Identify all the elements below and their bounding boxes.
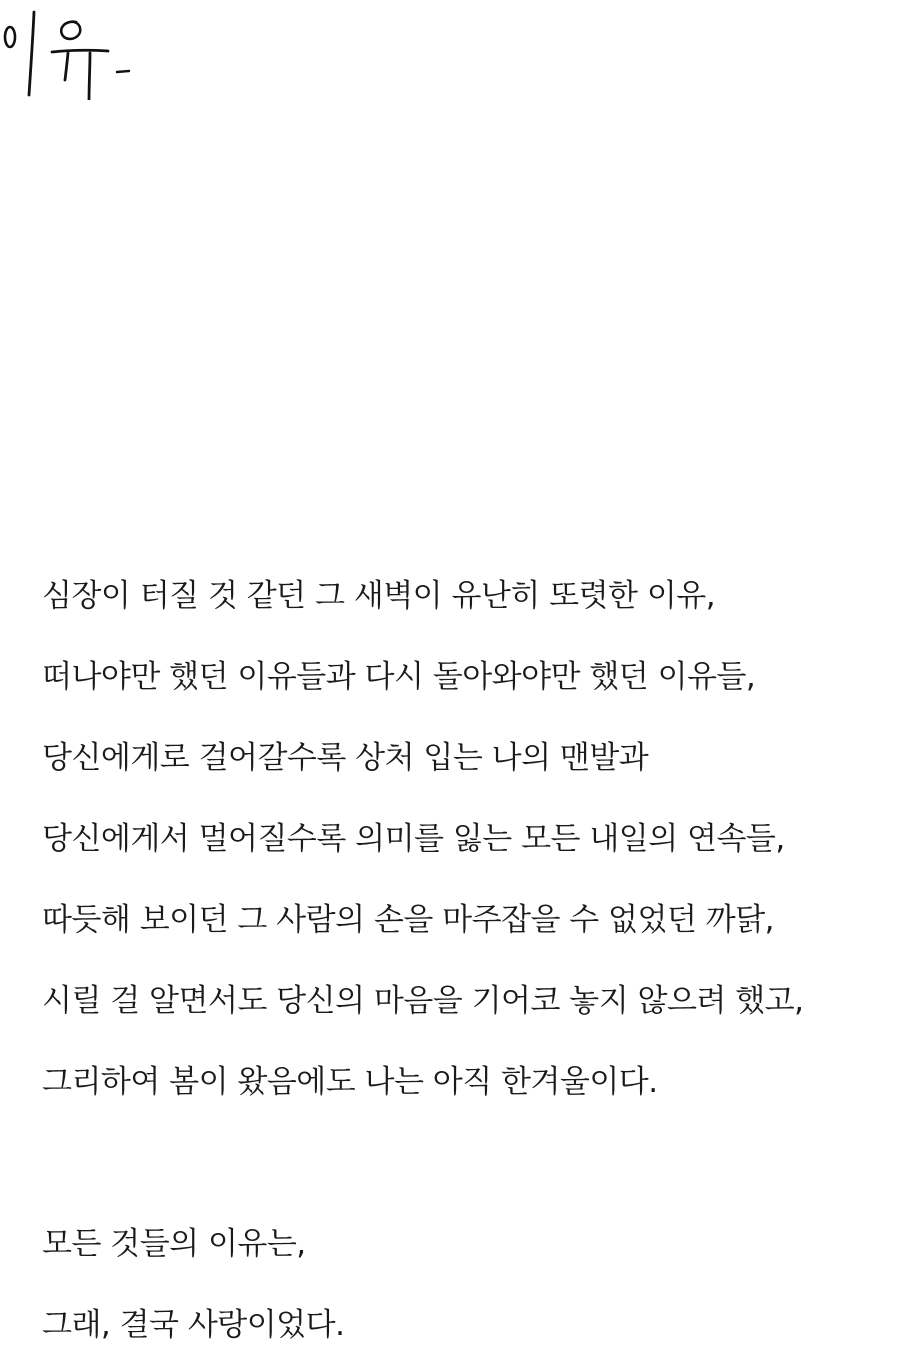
poem-line: 당신에게로 걸어갈수록 상처 입는 나의 맨발과 — [42, 740, 649, 776]
poem-line: 당신에게서 멀어질수록 의미를 잃는 모든 내일의 연속들, — [42, 821, 785, 857]
poem-line: 시릴 걸 알면서도 당신의 마음을 기어코 놓지 않으려 했고, — [42, 983, 804, 1019]
handwritten-title-drawing — [0, 0, 140, 100]
poem-line: 그래, 결국 사랑이었다. — [42, 1307, 345, 1343]
stanza-1 — [42, 556, 892, 1123]
handwritten-title — [0, 0, 140, 100]
poem-line: 심장이 터질 것 같던 그 새벽이 유난히 또렷한 이유, — [42, 578, 716, 614]
poem-body — [42, 556, 892, 1366]
stanza-divider — [42, 1123, 892, 1204]
poem-line: 따듯해 보이던 그 사람의 손을 마주잡을 수 없었던 까닭, — [42, 902, 774, 938]
poem-line: 떠나야만 했던 이유들과 다시 돌아와야만 했던 이유들, — [42, 659, 756, 695]
poem-line: 모든 것들의 이유는, — [42, 1226, 306, 1262]
stanza-2 — [42, 1204, 892, 1366]
poem-line: 그리하여 봄이 왔음에도 나는 아직 한겨울이다. — [42, 1064, 658, 1100]
